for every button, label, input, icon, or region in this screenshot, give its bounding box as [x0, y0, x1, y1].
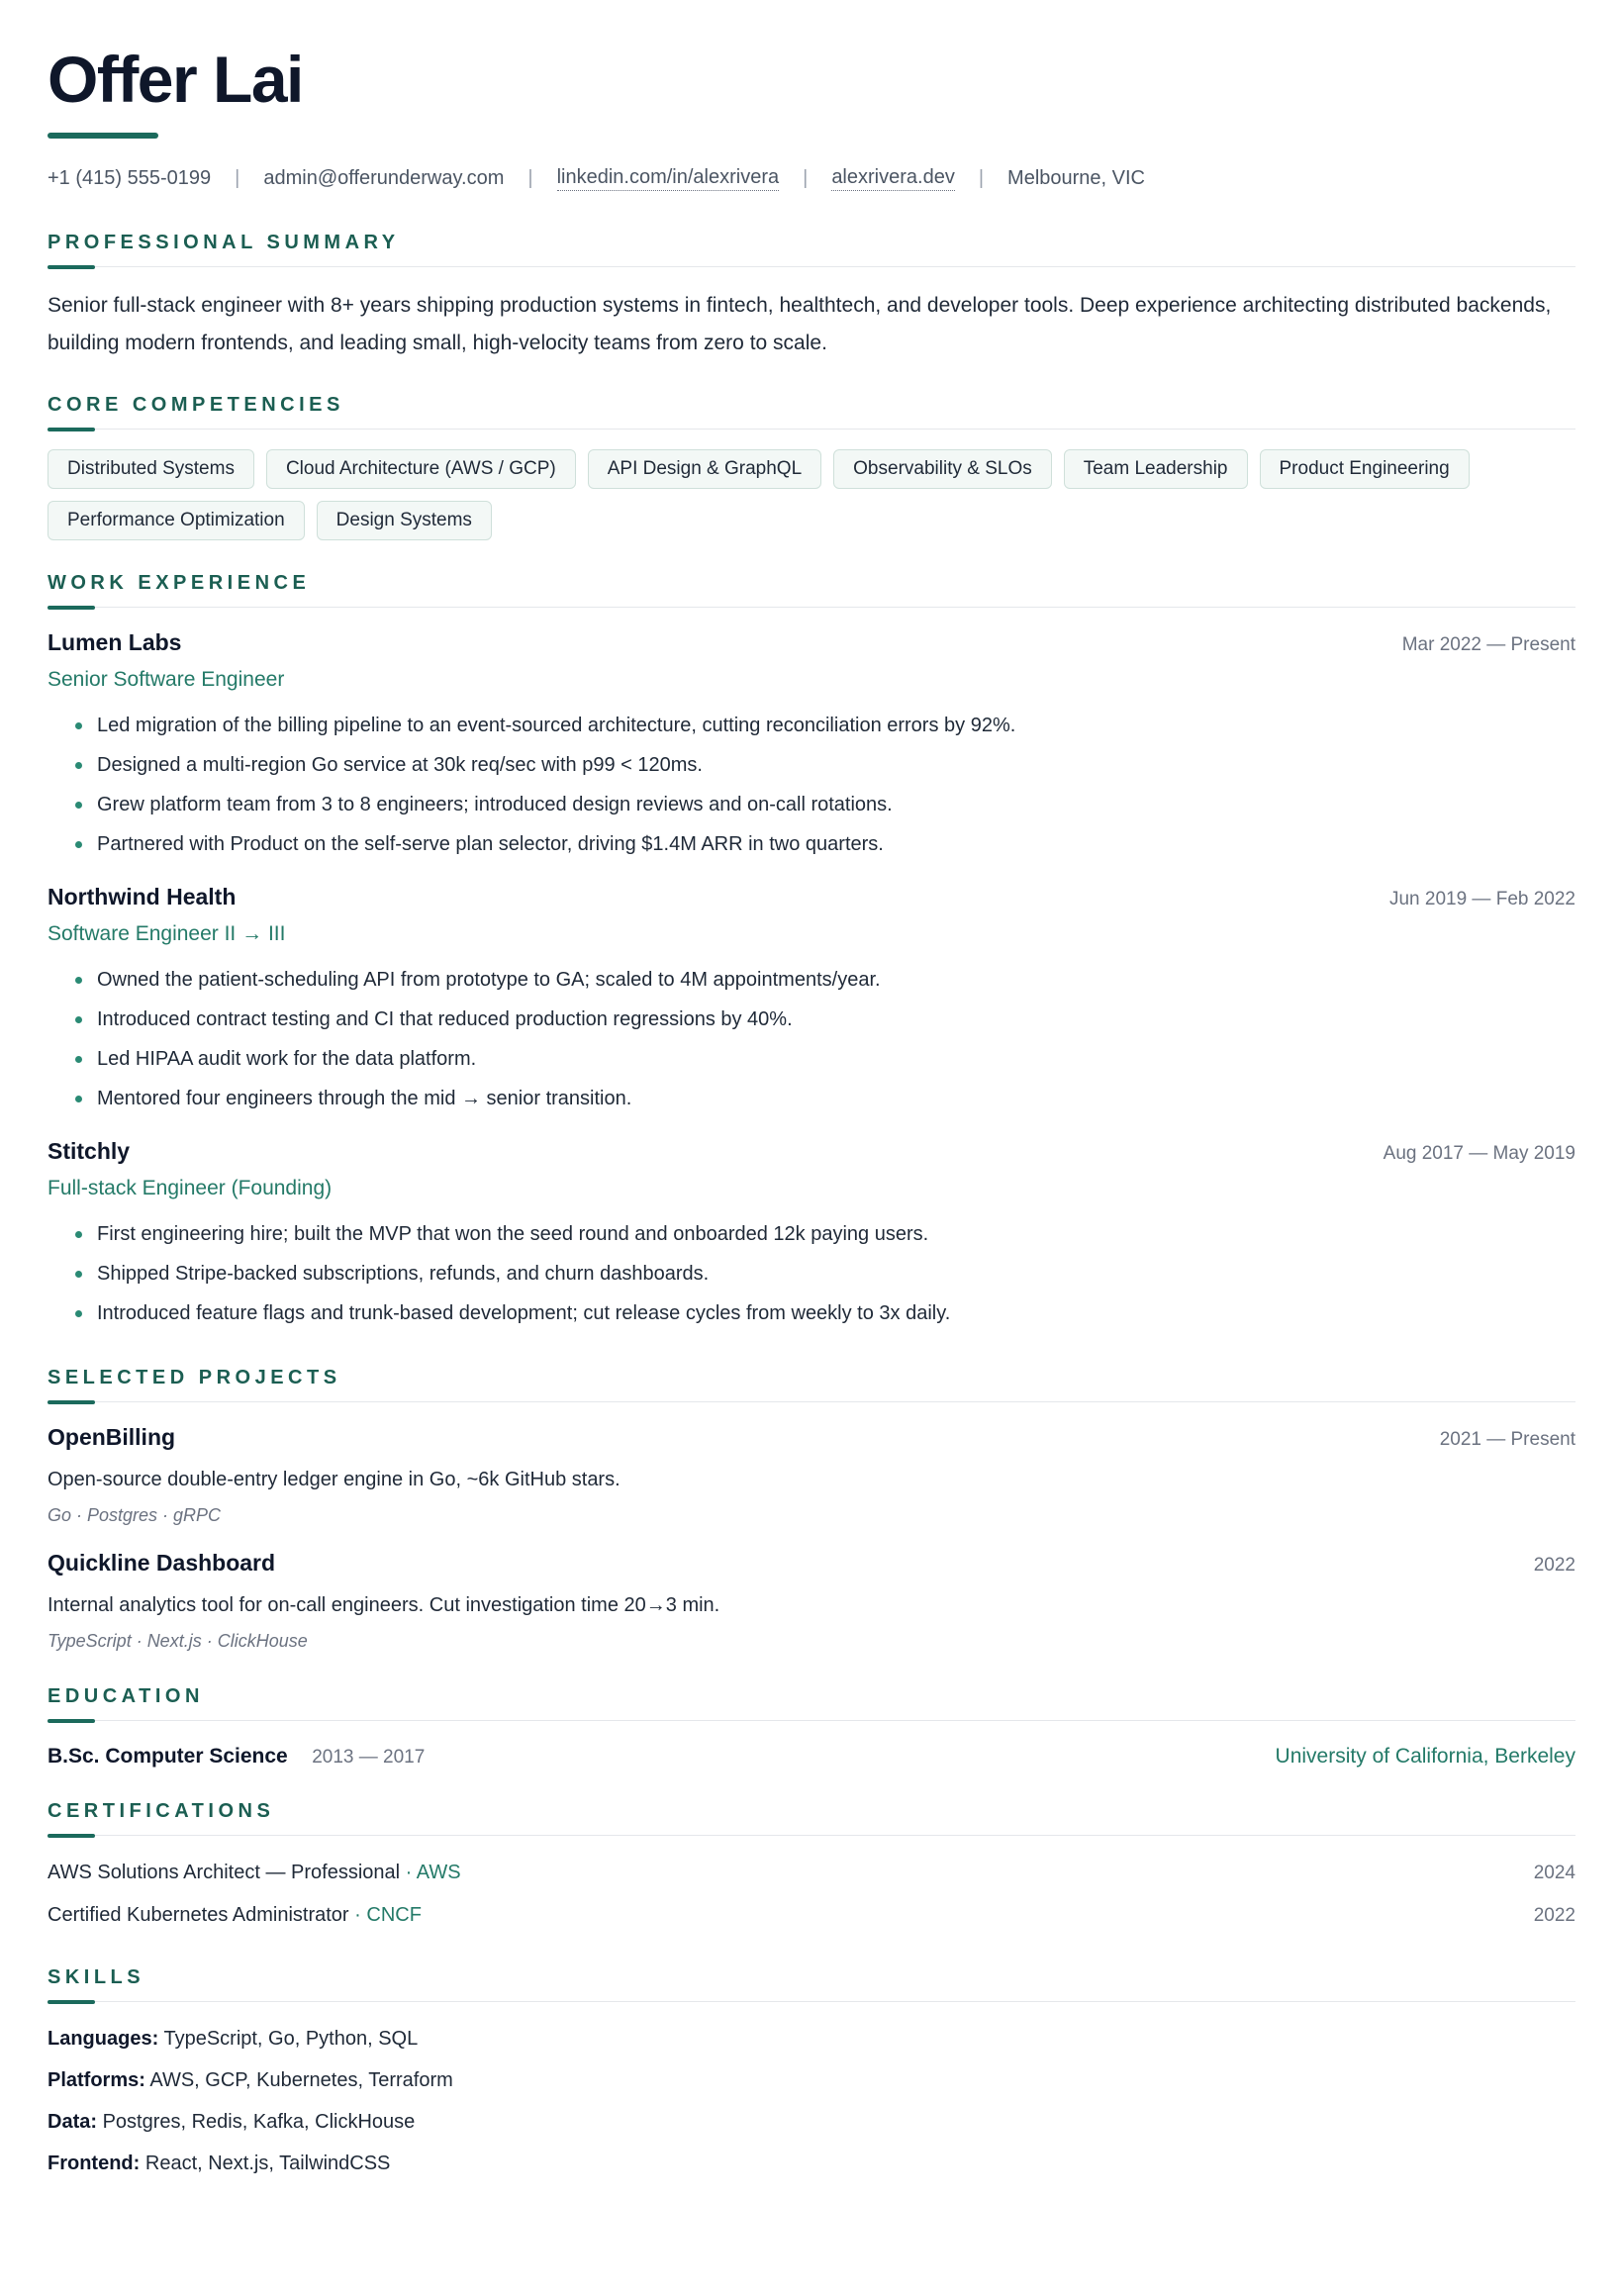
education-years: 2013 — 2017	[312, 1747, 426, 1768]
section-header	[48, 1957, 1575, 2002]
summary-text: Senior full-stack engineer with 8+ years shipping production systems in fintech, healthtech, and developer tools. Deep experience architecting distributed backends, building modern frontends, and leading small, high-velocity teams from zero to scale.	[48, 294, 1552, 354]
competency-chip: Distributed Systems	[48, 449, 254, 489]
contact-separator: |	[235, 166, 240, 189]
skill-label: Frontend:	[48, 2152, 141, 2174]
job-company: Lumen Labs	[48, 629, 182, 655]
job-entry	[48, 1138, 1575, 1333]
skill-label: Platforms:	[48, 2069, 145, 2091]
section-title: PROFESSIONAL SUMMARY	[48, 232, 400, 253]
project-description: Open-source double-entry ledger engine in Go, ~6k GitHub stars.	[48, 1469, 621, 1490]
skill-row	[48, 2101, 1575, 2143]
section-accent	[48, 1719, 95, 1723]
certifications-section	[48, 1790, 1575, 1937]
section-accent	[48, 2000, 95, 2004]
project-name: OpenBilling	[48, 1424, 176, 1450]
skill-row	[48, 2143, 1575, 2184]
section-accent	[48, 1834, 95, 1838]
job-role: Senior Software Engineer	[48, 668, 285, 691]
job-bullet: Shipped Stripe-backed subscriptions, refunds, and churn dashboards.	[75, 1254, 1575, 1293]
project-dates: 2022	[1533, 1555, 1575, 1576]
job-bullet: First engineering hire; built the MVP that won the seed round and onboarded 12k paying users.	[75, 1214, 1575, 1254]
job-bullet: Owned the patient-scheduling API from prototype to GA; scaled to 4M appointments/year.	[75, 960, 1575, 1000]
competency-chip: Product Engineering	[1260, 449, 1470, 489]
certification-issuer: · CNCF	[354, 1904, 422, 1926]
contact-linkedin-link[interactable]: linkedin.com/in/alexrivera	[557, 166, 780, 191]
projects-section	[48, 1357, 1575, 1652]
contact-website-link[interactable]: alexrivera.dev	[831, 166, 955, 191]
section-title: SELECTED PROJECTS	[48, 1367, 341, 1388]
certification-year: 2024	[1533, 1863, 1575, 1883]
contact-email: admin@offerunderway.com	[263, 166, 505, 189]
competency-chip: Design Systems	[317, 501, 492, 540]
contact-separator: |	[978, 166, 985, 189]
skill-value: Postgres, Redis, Kafka, ClickHouse	[102, 2111, 416, 2133]
contact-phone: +1 (415) 555-0199	[48, 166, 212, 189]
job-company: Northwind Health	[48, 884, 237, 909]
job-bullet: Introduced contract testing and CI that reduced production regressions by 40%.	[75, 1000, 1575, 1039]
certification-year: 2022	[1533, 1905, 1575, 1926]
section-header	[48, 1790, 1575, 1836]
job-bullet: Led HIPAA audit work for the data platform.	[75, 1039, 1575, 1079]
job-entry	[48, 629, 1575, 864]
job-dates: Mar 2022 — Present	[1401, 634, 1575, 655]
section-title: WORK EXPERIENCE	[48, 572, 311, 594]
job-bullet: Mentored four engineers through the mid → senior transition.	[75, 1079, 1575, 1118]
competency-chip: API Design & GraphQL	[588, 449, 821, 489]
job-bullet: Grew platform team from 3 to 8 engineers; introduced design reviews and on-call rotations.	[75, 785, 1575, 824]
project-description: Internal analytics tool for on-call engineers. Cut investigation time 20→3 min.	[48, 1594, 720, 1616]
skill-value: React, Next.js, TailwindCSS	[144, 2152, 391, 2174]
section-header	[48, 222, 1575, 267]
job-role: Full-stack Engineer (Founding)	[48, 1177, 333, 1199]
contact-line	[48, 164, 1575, 192]
certification-entry	[48, 1852, 1575, 1894]
skill-row	[48, 2018, 1575, 2059]
skills-section	[48, 1957, 1575, 2184]
job-bullet: Partnered with Product on the self-serve plan selector, driving $1.4M ARR in two quarters.	[75, 824, 1575, 864]
job-bullet: Led migration of the billing pipeline to an event-sourced architecture, cutting reconciliation errors by 92%.	[75, 706, 1575, 745]
competency-chips	[48, 449, 1575, 540]
certification-issuer: · AWS	[405, 1862, 461, 1883]
job-dates: Jun 2019 — Feb 2022	[1388, 889, 1575, 909]
competency-chip: Cloud Architecture (AWS / GCP)	[266, 449, 576, 489]
skill-row	[48, 2059, 1575, 2101]
section-title: CERTIFICATIONS	[48, 1800, 275, 1822]
competencies-section	[48, 384, 1575, 540]
certification-entry	[48, 1894, 1575, 1937]
skill-label: Data:	[48, 2111, 98, 2133]
section-accent	[48, 428, 95, 431]
project-tech: TypeScript · Next.js · ClickHouse	[48, 1631, 308, 1651]
job-bullet: Designed a multi-region Go service at 30k req/sec with p99 < 120ms.	[75, 745, 1575, 785]
competency-chip: Performance Optimization	[48, 501, 305, 540]
section-title: CORE COMPETENCIES	[48, 394, 344, 416]
contact-separator: |	[803, 166, 809, 189]
contact-location: Melbourne, VIC	[1007, 166, 1145, 189]
section-header	[48, 384, 1575, 430]
project-name: Quickline Dashboard	[48, 1550, 276, 1576]
section-accent	[48, 606, 95, 610]
section-accent	[48, 265, 95, 269]
section-header	[48, 1675, 1575, 1721]
skill-value: TypeScript, Go, Python, SQL	[163, 2028, 419, 2050]
skill-value: AWS, GCP, Kubernetes, Terraform	[149, 2069, 453, 2091]
section-title: SKILLS	[48, 1966, 145, 1988]
project-entry	[48, 1550, 1575, 1652]
name-underline	[48, 133, 158, 139]
certification-name: AWS Solutions Architect — Professional	[48, 1862, 401, 1883]
job-bullets	[48, 1214, 1575, 1333]
candidate-name: Offer Lai	[48, 43, 303, 116]
summary-section	[48, 222, 1575, 362]
project-entry	[48, 1424, 1575, 1526]
job-entry	[48, 884, 1575, 1118]
section-title: EDUCATION	[48, 1685, 204, 1707]
project-dates: 2021 — Present	[1439, 1429, 1575, 1450]
job-bullets	[48, 706, 1575, 864]
job-company: Stitchly	[48, 1138, 131, 1164]
job-role: Software Engineer II → III	[48, 922, 286, 945]
job-dates: Aug 2017 — May 2019	[1383, 1143, 1575, 1164]
experience-section	[48, 562, 1575, 1333]
contact-separator: |	[527, 166, 533, 189]
section-accent	[48, 1400, 95, 1404]
education-school: University of California, Berkeley	[1275, 1745, 1575, 1768]
job-bullet: Introduced feature flags and trunk-based development; cut release cycles from weekly to 3x daily.	[75, 1293, 1575, 1333]
education-entry	[48, 1745, 1575, 1769]
project-tech: Go · Postgres · gRPC	[48, 1505, 222, 1525]
skill-label: Languages:	[48, 2028, 159, 2050]
certification-name: Certified Kubernetes Administrator	[48, 1904, 349, 1926]
job-bullets	[48, 960, 1575, 1118]
education-section	[48, 1675, 1575, 1769]
education-degree: B.Sc. Computer Science	[48, 1745, 288, 1768]
competency-chip: Team Leadership	[1064, 449, 1248, 489]
section-header	[48, 1357, 1575, 1402]
section-header	[48, 562, 1575, 608]
competency-chip: Observability & SLOs	[833, 449, 1052, 489]
